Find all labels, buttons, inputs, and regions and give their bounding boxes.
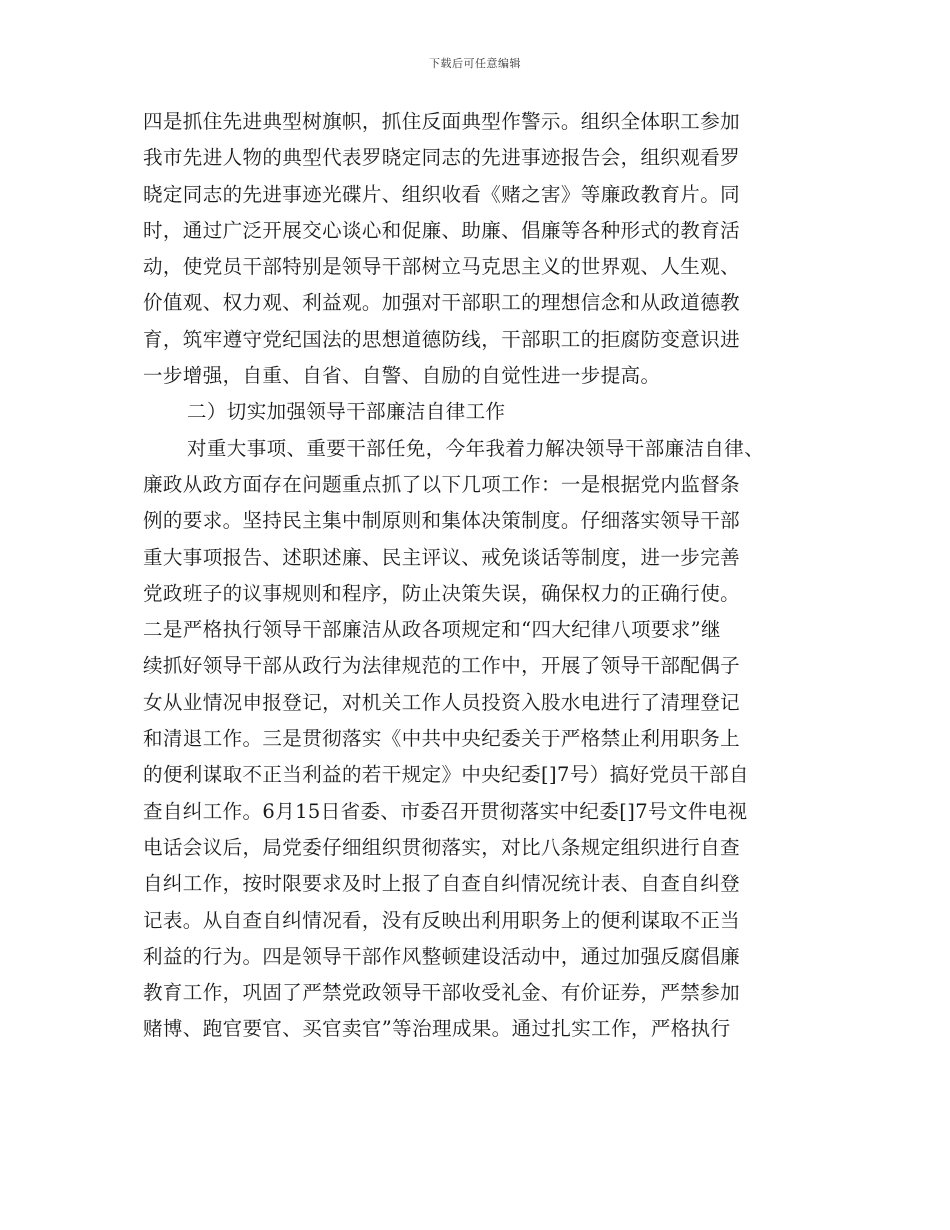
text-line: 对重大事项、重要干部任免，今年我着力解决领导干部廉洁自律、: [187, 436, 765, 460]
text-line: 价值观、权力观、利益观。加强对干部职工的理想信念和从政道德教: [143, 291, 741, 315]
text-line: 记表。从自查自纠情况看，没有反映出利用职务上的便利谋取不正当: [143, 908, 741, 932]
text-line: 重大事项报告、述职述廉、民主评议、戒免谈话等制度，进一步完善: [143, 545, 741, 569]
text-line: 赌博、跑官要官、买官卖官”等治理成果。通过扎实工作，严格执行: [143, 1017, 731, 1041]
text-line: 女从业情况申报登记，对机关工作人员投资入股水电进行了清理登记: [143, 690, 741, 714]
text-line: 育，筑牢遵守党纪国法的思想道德防线，干部职工的拒腐防变意识进: [143, 327, 741, 351]
page-header: 下载后可任意编辑: [429, 57, 521, 70]
text-line: 二是严格执行领导干部廉洁从政各项规定和“四大纪律八项要求”继: [143, 618, 721, 642]
text-line: 利益的行为。四是领导干部作风整顿建设活动中，通过加强反腐倡廉: [143, 944, 741, 968]
text-line: 查自纠工作。6月15日省委、市委召开贯彻落实中纪委[]7号文件电视: [143, 799, 748, 823]
text-line: 一步增强，自重、自省、自警、自励的自觉性进一步提高。: [143, 364, 661, 388]
text-line: 教育工作，巩固了严禁党政领导干部收受礼金、有价证券，严禁参加: [143, 981, 741, 1005]
text-line: 例的要求。坚持民主集中制原则和集体决策制度。仔细落实领导干部: [143, 509, 741, 533]
text-line: 时，通过广泛开展交心谈心和促廉、助廉、倡廉等各种形式的教育活: [143, 218, 741, 242]
text-line: 四是抓住先进典型树旗帜，抓住反面典型作警示。组织全体职工参加: [143, 110, 741, 133]
text-line: 和清退工作。三是贯彻落实《中共中央纪委关于严格禁止利用职务上: [143, 727, 741, 751]
text-line: 续抓好领导干部从政行为法律规范的工作中，开展了领导干部配偶子: [143, 654, 741, 678]
text-line: 我市先进人物的典型代表罗晓定同志的先进事迹报告会，组织观看罗: [143, 146, 741, 170]
text-line: 电话会议后，局党委仔细组织贯彻落实，对比八条规定组织进行自查: [143, 835, 741, 859]
text-line: 的便利谋取不正当利益的若干规定》中央纪委[]7号）搞好党员干部自: [143, 763, 749, 787]
text-line: 廉政从政方面存在问题重点抓了以下几项工作：一是根据党内监督条: [143, 472, 741, 496]
body-text: [143, 104, 813, 1048]
text-line: 晓定同志的先进事迹光碟片、组织收看《赌之害》等廉政教育片。同: [143, 182, 741, 206]
text-line: 自纠工作，按时限要求及时上报了自查自纠情况统计表、自查自纠登: [143, 872, 741, 896]
text-line: 动，使党员干部特别是领导干部树立马克思主义的世界观、人生观、: [143, 255, 741, 279]
text-line: 党政班子的议事规则和程序，防止决策失误，确保权力的正确行使。: [143, 581, 741, 605]
section-heading: 二）切实加强领导干部廉洁自律工作: [187, 400, 506, 424]
